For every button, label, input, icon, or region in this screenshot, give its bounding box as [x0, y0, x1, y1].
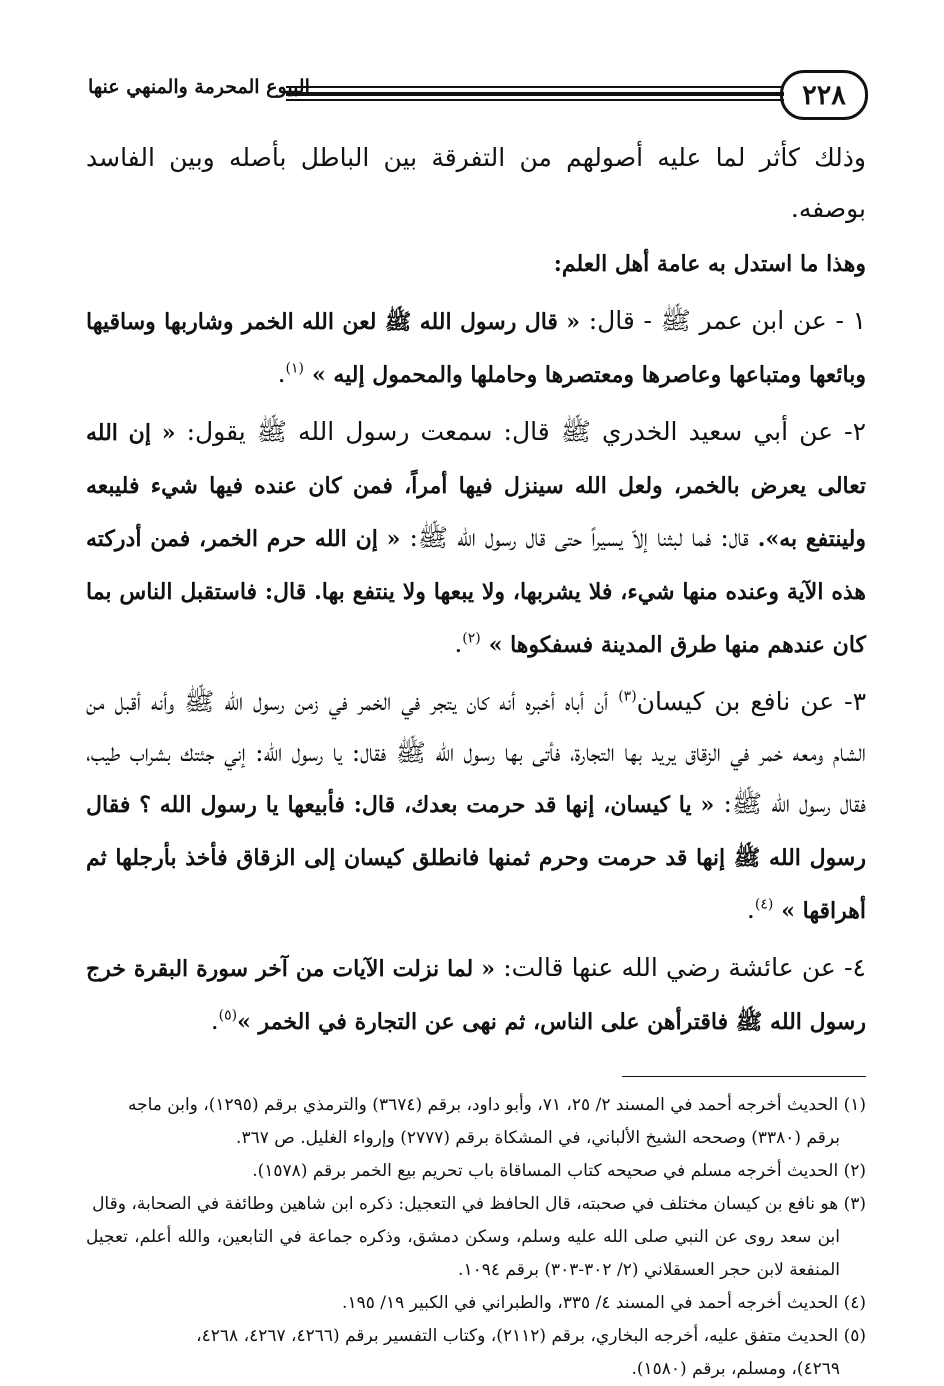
- footnote-ref-1: (١): [285, 360, 305, 377]
- header-rule-bottom: [286, 99, 784, 101]
- footnote-separator: [622, 1076, 866, 1077]
- hadith-2: ٢- عن أبي سعيد الخدري ﷺ قال: سمعت رسول الله ﷺ يقول: « إن الله تعالى يعرض بالخمر، ولعل الله سينزل فيها أمراً، فمن كان عنده فيها شيء فليبعه ولينتفع به». قال: فما لبثنا إلاّ يسيراً حتى قال رسول الله ﷺ: « إن الله حرم الخمر، فمن أدركته هذه الآية وعنده منها شيء، فلا يشربها، ولا يبعها ولا ينتفع بها. قال: فاستقبل الناس بما كان عندهم منها طرق المدينة فسفكوها » $^{(٢)}$.: [86, 417, 867, 658]
- footnote-4: [86, 1287, 866, 1320]
- header-rule-top: [286, 86, 784, 88]
- footnote-1-rest: برقم (٣٣٨٠) وصححه الشيخ الألباني، في المشكاة برقم (٢٧٧٧) وإرواء الغليل. ص ٣٦٧.: [236, 1128, 840, 1148]
- footnote-ref-3: (٣): [618, 688, 637, 705]
- footnote-ref-5: (٥): [218, 1007, 238, 1024]
- footnote-5-first: (٥) الحديث متفق عليه، أخرجه البخاري، برقم (٢١١٢)، وكتاب التفسير برقم (٤٢٦٦، ٤٢٦٧، ٤٢٦٨،: [196, 1326, 866, 1346]
- footnotes: [86, 1089, 866, 1386]
- footnote-2-first: (٢) الحديث أخرجه مسلم في صحيحه كتاب المساقاة باب تحريم بيع الخمر برقم (١٥٧٨).: [252, 1161, 866, 1181]
- hadith-2-text-a: « إن الله تعالى يعرض بالخمر، ولعل الله سينزل فيها أمراً، فمن كان عنده فيها شيء فليبعه ولينتفع به».: [86, 420, 866, 552]
- hadith-2-text-b: « إن الله حرم الخمر، فمن أدركته هذه الآية وعنده منها شيء، فلا يشربها، ولا يبعها ولا ينتفع بها. قال: فاستقبل الناس بما كان عندهم منها طرق المدينة فسفكوها »: [86, 526, 866, 658]
- footnote-4-first: (٤) الحديث أخرجه أحمد في المسند ٤/ ٣٣٥، والطبراني في الكبير ١٩/ ١٩٥.: [342, 1293, 866, 1313]
- page-header: [88, 64, 868, 122]
- page-number: ٢٢٨: [780, 70, 868, 120]
- running-title: البيوع المحرمة والمنهي عنها: [88, 76, 310, 98]
- hadith-2-narrator: ٢- عن أبي سعيد الخدري ﷺ قال: سمعت رسول الله ﷺ يقول:: [186, 417, 867, 446]
- footnote-2: [86, 1155, 866, 1188]
- page-body: [86, 132, 866, 1386]
- intro-paragraph: وذلك كأثر لما عليه أصولهم من التفرقة بين الباطل بأصله وبين الفاسد بوصفه.: [86, 143, 866, 223]
- hadith-4: ٤- عن عائشة رضي الله عنها قالت: « لما نزلت الآيات من آخر سورة البقرة خرج رسول الله ﷺ فاقترأهن على الناس، ثم نهى عن التجارة في الخمر »$^{(٥)}$.: [86, 953, 866, 1035]
- hadith-1: ١ - عن ابن عمر ﷺ - قال: « قال رسول الله ﷺ لعن الله الخمر وشاربها وساقيها وبائعها ومتباعها وعاصرها ومعتصرها وحاملها والمحمول إليه » $^{(١)}$.: [86, 306, 866, 388]
- hadith-3-text-b: أن أباه أخبره أنه كان يتجر في الخمر في زمن رسول الله ﷺ وأنه أقبل من الشام ومعه خمر في الزقاق يريد بها التجارة، فأتى بها رسول الله ﷺ فقال: يا رسول الله: إني جئتك بشراب طيب، فقال رسول الله ﷺ:: [86, 687, 867, 818]
- footnote-3: [86, 1188, 866, 1287]
- hadith-2-mid: قال: فما لبثنا إلاّ يسيراً حتى قال رسول الله ﷺ:: [409, 523, 749, 552]
- footnote-3-first: (٣) هو نافع بن كيسان مختلف في صحبته، قال الحافظ في التعجيل: ذكره ابن شاهين وطائفة في الصحابة، وقال: [92, 1194, 866, 1214]
- footnote-5-rest: ٤٢٦٩)، ومسلم، برقم (١٥٨٠).: [631, 1359, 840, 1379]
- hadith-4-narrator: ٤- عن عائشة رضي الله عنها قالت:: [503, 953, 866, 982]
- footnote-3-rest: ابن سعد روى عن النبي صلى الله عليه وسلم، وسكن دمشق، وذكره جماعة في التابعين، والله أعلم، تعجيل المنفعة لابن حجر العسقلاني (٢/ ٣٠٢-٣٠٣) برقم ١٠٩٤.: [86, 1227, 840, 1280]
- footnote-ref-2: (٢): [462, 630, 481, 647]
- hadith-1-narrator: ١ - عن ابن عمر ﷺ - قال:: [588, 306, 866, 335]
- hadith-3-text-c: « يا كيسان، إنها قد حرمت بعدك، قال: فأبيعها يا رسول الله ؟ فقال رسول الله ﷺ إنها قد حرمت وحرم ثمنها فانطلق كيسان إلى الزقاق فأخذ بأرجلها ثم أهراقها »: [86, 792, 866, 924]
- hadith-1-text: « قال رسول الله ﷺ لعن الله الخمر وشاربها وساقيها وبائعها ومتباعها وعاصرها ومعتصرها وحاملها والمحمول إليه »: [86, 309, 866, 388]
- footnote-5: [86, 1320, 866, 1386]
- hadith-4-text: « لما نزلت الآيات من آخر سورة البقرة خرج رسول الله ﷺ فاقترأهن على الناس، ثم نهى عن التجارة في الخمر »: [86, 956, 866, 1035]
- header-rule-middle: [286, 92, 784, 96]
- footnote-1: [86, 1089, 866, 1155]
- footnote-ref-4: (٤): [754, 896, 774, 913]
- footnote-1-first: (١) الحديث أخرجه أحمد في المسند ٢/ ٢٥، ٧١، وأبو داود، برقم (٣٦٧٤) والترمذي برقم (١٢٩٥)، وابن ماجه: [127, 1095, 866, 1115]
- hadith-3-text-a: ٣- عن نافع بن كيسان: [636, 687, 866, 716]
- evidence-heading: وهذا ما استدل به عامة أهل العلم:: [553, 251, 866, 277]
- hadith-3: ٣- عن نافع بن كيسان$^{(٣)}$ أن أباه أخبره أنه كان يتجر في الخمر في زمن رسول الله ﷺ وأنه أقبل من الشام ومعه خمر في الزقاق يريد بها التجارة، فأتى بها رسول الله ﷺ فقال: يا رسول الله: إني جئتك بشراب طيب، فقال رسول الله ﷺ: « يا كيسان، إنها قد حرمت بعدك، قال: فأبيعها يا رسول الله ؟ فقال رسول الله ﷺ إنها قد حرمت وحرم ثمنها فانطلق كيسان إلى الزقاق فأخذ بأرجلها ثم أهراقها » $^{(٤)}$.: [86, 687, 867, 924]
